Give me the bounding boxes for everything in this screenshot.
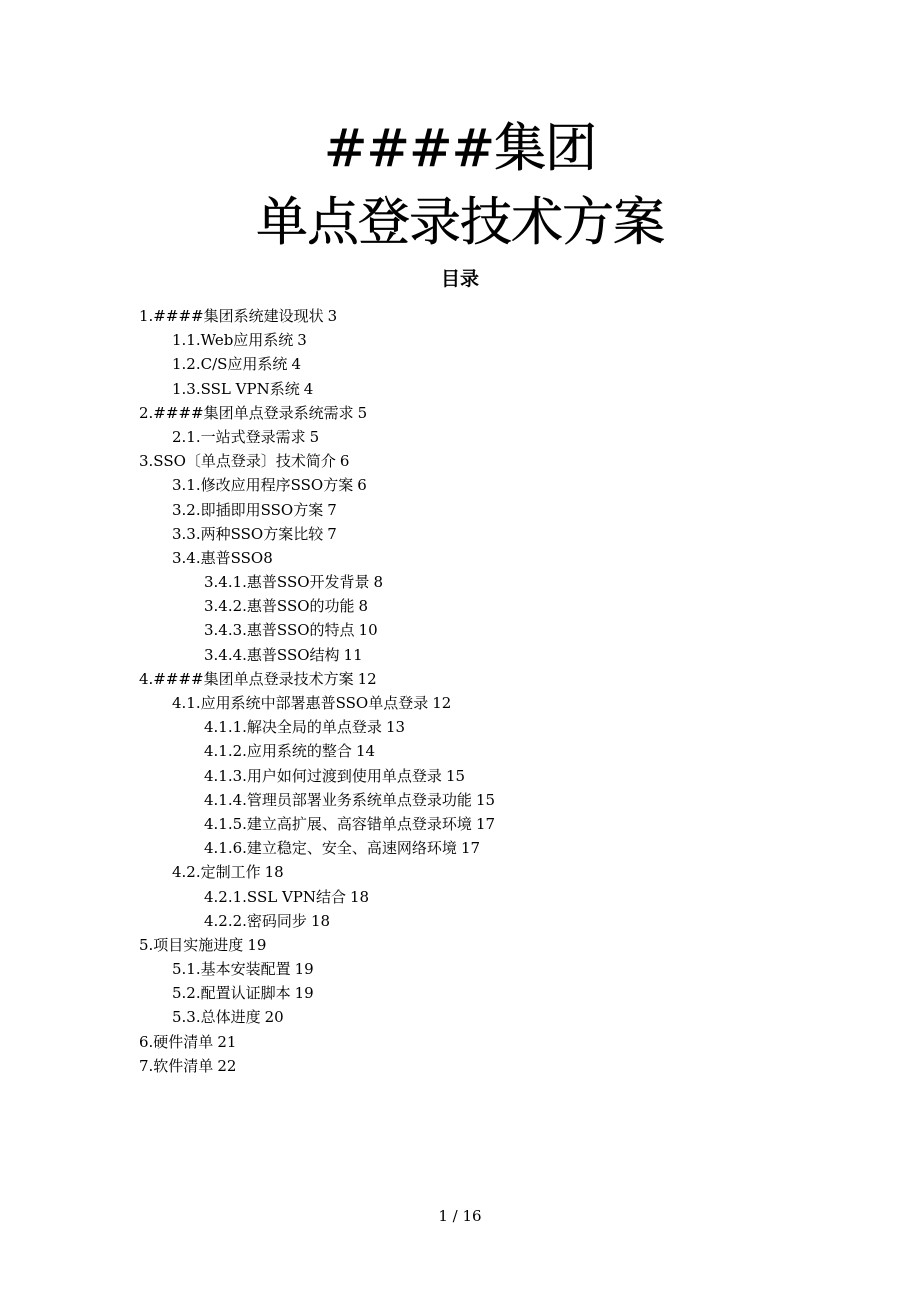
toc-entry-page-number: 8 bbox=[263, 548, 273, 567]
toc-entry-title: 3.4.惠普SSO bbox=[172, 548, 264, 567]
toc-entry-title: 7.软件清单 bbox=[139, 1056, 214, 1075]
toc-entry-page-number: 8 bbox=[373, 573, 384, 592]
toc-entry-title: 6.硬件清单 bbox=[139, 1032, 214, 1051]
toc-entry[interactable] bbox=[139, 449, 839, 473]
toc-entry-title: 1.2.C/S应用系统 bbox=[172, 355, 288, 374]
page-number: 1 / 16 bbox=[438, 1207, 482, 1225]
toc-entry[interactable] bbox=[139, 739, 839, 763]
toc-entry[interactable] bbox=[139, 691, 839, 715]
toc-entry[interactable] bbox=[139, 1030, 839, 1054]
toc-entry-title: 4.1.3.用户如何过渡到使用单点登录 bbox=[204, 766, 442, 785]
toc-entry-title: 4.1.1.解决全局的单点登录 bbox=[204, 718, 382, 737]
toc-entry[interactable] bbox=[139, 909, 839, 933]
title-line-1: ####集团 bbox=[323, 119, 597, 179]
toc-entry[interactable] bbox=[139, 498, 839, 522]
toc-entry-page-number: 21 bbox=[217, 1032, 237, 1051]
toc-entry[interactable] bbox=[139, 764, 839, 788]
toc-entry[interactable] bbox=[139, 715, 839, 739]
toc-entry[interactable] bbox=[139, 401, 839, 425]
toc-entry-page-number: 7 bbox=[327, 500, 337, 519]
toc-entry-page-number: 17 bbox=[475, 814, 496, 833]
toc-entry-page-number: 5 bbox=[357, 403, 368, 422]
toc-entry-title: 4.1.5.建立高扩展、高容错单点登录环境 bbox=[204, 814, 472, 833]
toc-entry-page-number: 13 bbox=[385, 718, 406, 737]
toc-entry-page-number: 5 bbox=[309, 427, 320, 446]
toc-entry-title: 5.1.基本安装配置 bbox=[172, 960, 291, 979]
toc-entry-page-number: 14 bbox=[355, 742, 376, 761]
toc-entry-title: 3.SSO〔单点登录〕技术简介 bbox=[139, 452, 336, 471]
toc-entry[interactable] bbox=[139, 1005, 839, 1029]
toc-entry-title: 4.2.定制工作 bbox=[172, 863, 261, 882]
document-title bbox=[0, 112, 920, 260]
toc-entry[interactable] bbox=[139, 667, 839, 691]
toc-entry[interactable] bbox=[139, 570, 839, 594]
toc-entry[interactable] bbox=[139, 933, 839, 957]
toc-entry[interactable] bbox=[139, 860, 839, 884]
toc-entry-page-number: 12 bbox=[357, 669, 377, 688]
toc-entry-title: 1.3.SSL VPN系统 bbox=[172, 379, 300, 398]
toc-entry[interactable] bbox=[139, 594, 839, 618]
toc-entry[interactable] bbox=[139, 643, 839, 667]
toc-entry-title: 3.1.修改应用程序SSO方案 bbox=[172, 476, 354, 495]
toc-entry[interactable] bbox=[139, 1054, 839, 1078]
toc-entry-title: 4.1.4.管理员部署业务系统单点登录功能 bbox=[204, 790, 472, 809]
toc-entry-page-number: 17 bbox=[460, 839, 481, 858]
toc-entry-page-number: 19 bbox=[247, 935, 267, 954]
toc-entry-title: 3.4.2.惠普SSO的功能 bbox=[204, 597, 355, 616]
title-line-2: 单点登录技术方案 bbox=[255, 193, 664, 253]
toc-entry-title: 4.####集团单点登录技术方案 bbox=[139, 669, 354, 688]
toc-entry[interactable] bbox=[139, 618, 839, 642]
toc-entry-page-number: 6 bbox=[357, 476, 367, 495]
toc-entry-title: 3.2.即插即用SSO方案 bbox=[172, 500, 324, 519]
toc-entry-title: 4.2.2.密码同步 bbox=[204, 911, 307, 930]
toc-entry[interactable] bbox=[139, 885, 839, 909]
toc-entry-page-number: 4 bbox=[303, 379, 314, 398]
toc-entry-title: 3.4.4.惠普SSO结构 bbox=[204, 645, 340, 664]
toc-entry[interactable] bbox=[139, 473, 839, 497]
toc-entry[interactable] bbox=[139, 957, 839, 981]
toc-entry-page-number: 15 bbox=[445, 766, 466, 785]
toc-entry-title: 5.项目实施进度 bbox=[139, 935, 244, 954]
toc-entry-page-number: 22 bbox=[217, 1056, 237, 1075]
toc-entry-page-number: 15 bbox=[475, 790, 496, 809]
toc-entry-title: 3.4.3.惠普SSO的特点 bbox=[204, 621, 355, 640]
toc-entry-page-number: 6 bbox=[339, 452, 350, 471]
toc-entry-page-number: 12 bbox=[432, 694, 452, 712]
toc-entry-title: 1.####集团系统建设现状 bbox=[139, 307, 324, 325]
toc-entry-page-number: 18 bbox=[310, 911, 331, 930]
toc-entry-title: 3.3.两种SSO方案比较 bbox=[172, 524, 324, 543]
toc-entry[interactable] bbox=[139, 836, 839, 860]
toc-entry-title: 4.1.6.建立稳定、安全、高速网络环境 bbox=[204, 839, 457, 858]
toc-entry-title: 3.4.1.惠普SSO开发背景 bbox=[204, 573, 370, 592]
toc-entry-title: 5.2.配置认证脚本 bbox=[172, 984, 291, 1003]
toc-entry-title: 4.1.2.应用系统的整合 bbox=[204, 742, 352, 761]
toc-entry-page-number: 7 bbox=[327, 524, 337, 543]
toc-entry-title: 2.1.一站式登录需求 bbox=[172, 427, 306, 446]
toc-entry-title: 4.2.1.SSL VPN结合 bbox=[204, 887, 347, 906]
toc-entry-page-number: 8 bbox=[358, 597, 369, 616]
toc-entry-page-number: 19 bbox=[294, 984, 314, 1003]
toc-entry[interactable] bbox=[139, 546, 839, 570]
toc-entry-page-number: 4 bbox=[291, 355, 301, 374]
toc-entry[interactable] bbox=[139, 328, 839, 352]
toc-entry-title: 5.3.总体进度 bbox=[172, 1008, 261, 1027]
toc-heading: 目录 bbox=[440, 268, 479, 290]
toc-entry[interactable] bbox=[139, 377, 839, 401]
toc-entry[interactable] bbox=[139, 981, 839, 1005]
toc-entry-title: 1.1.Web应用系统 bbox=[172, 331, 294, 350]
toc-entry-page-number: 11 bbox=[343, 645, 363, 664]
toc-entry-page-number: 20 bbox=[264, 1008, 284, 1027]
toc-entry-page-number: 18 bbox=[264, 863, 284, 882]
toc-entry-page-number: 10 bbox=[358, 621, 378, 640]
toc-entry[interactable] bbox=[139, 304, 839, 328]
toc-entry-title: 2.####集团单点登录系统需求 bbox=[139, 403, 354, 422]
toc-entry-page-number: 18 bbox=[350, 887, 370, 906]
toc-entry-page-number: 19 bbox=[294, 960, 314, 979]
toc-entry[interactable] bbox=[139, 352, 839, 376]
table-of-contents bbox=[139, 304, 839, 1078]
toc-entry-title: 4.1.应用系统中部署惠普SSO单点登录 bbox=[172, 694, 429, 712]
toc-entry[interactable] bbox=[139, 425, 839, 449]
toc-entry[interactable] bbox=[139, 812, 839, 836]
toc-entry[interactable] bbox=[139, 788, 839, 812]
toc-entry[interactable] bbox=[139, 522, 839, 546]
toc-entry-page-number: 3 bbox=[327, 307, 338, 325]
toc-entry-page-number: 3 bbox=[297, 331, 307, 350]
